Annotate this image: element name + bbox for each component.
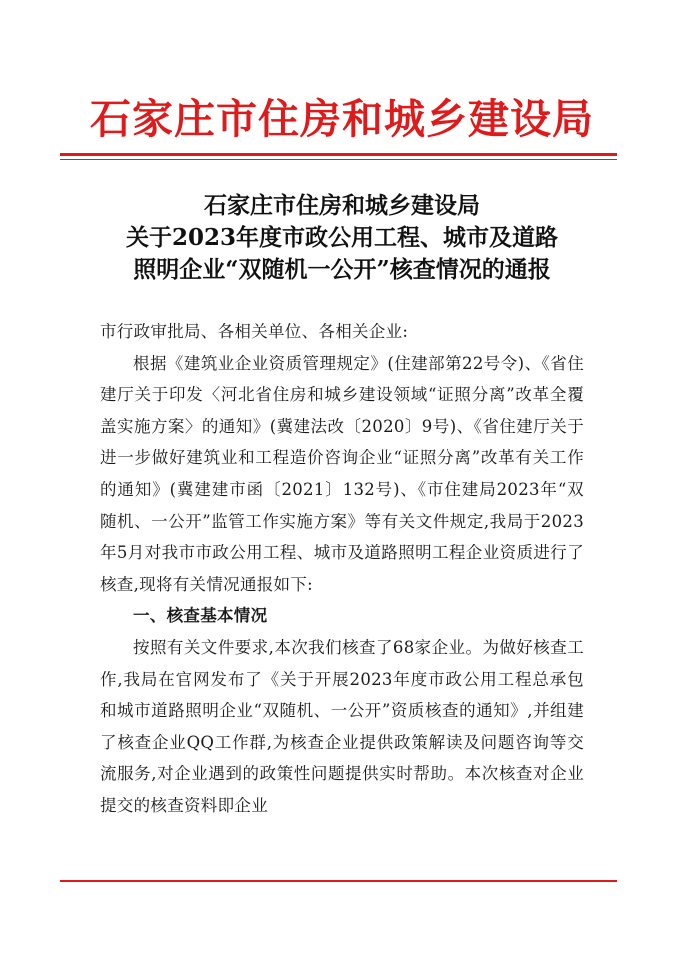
section-heading-1: 一、核查基本情况 [133, 606, 268, 626]
section-1-paragraph: 按照有关文件要求,本次我们核查了68家企业。为做好核查工作,我局在官网发布了《关于开展2023年度市政公用工程总承包和城市道路照明企业“双随机、一公开”资质核查的通知》,并组建了核查企业QQ工作群,为核查企业提供政策解读及问题咨询等交流服务,对企业遇到的政策性问题提供实时帮助。本次核查对企业提交的核查资料即企业 [100, 637, 584, 815]
addressee-line: 市行政审批局、各相关单位、各相关企业: [100, 322, 409, 341]
footer-red-rule [60, 880, 617, 882]
title-line-3: 照明企业“双随机一公开”核查情况的通报 [133, 256, 551, 283]
masthead-red-rule-thin [60, 159, 617, 160]
document-title [60, 190, 624, 286]
title-line-1: 石家庄市住房和城乡建设局 [204, 192, 480, 219]
issuing-authority-masthead: 石家庄市住房和城乡建设局 [90, 95, 594, 143]
intro-paragraph: 根据《建筑业企业资质管理规定》(住建部第22号令)、《省住建厅关于印发〈河北省住房和城乡建设领域“证照分离”改革全覆盖实施方案〉的通知》(冀建法改〔2020〕9号)、《省住建厅关于进一步做好建筑业和工程造价咨询企业“证照分离”改革有关工作的通知》(冀建建市函〔2021〕132号)、《市住建局2023年“双随机、一公开”监管工作实施方案》等有关文件规定,我局于2023年5月对我市市政公用工程、城市及道路照明工程企业资质进行了核查,现将有关情况通报如下: [100, 353, 584, 594]
masthead-red-rule-thick [60, 153, 617, 156]
title-line-2: 关于2023年度市政公用工程、城市及道路 [125, 224, 558, 251]
document-body [100, 316, 584, 822]
